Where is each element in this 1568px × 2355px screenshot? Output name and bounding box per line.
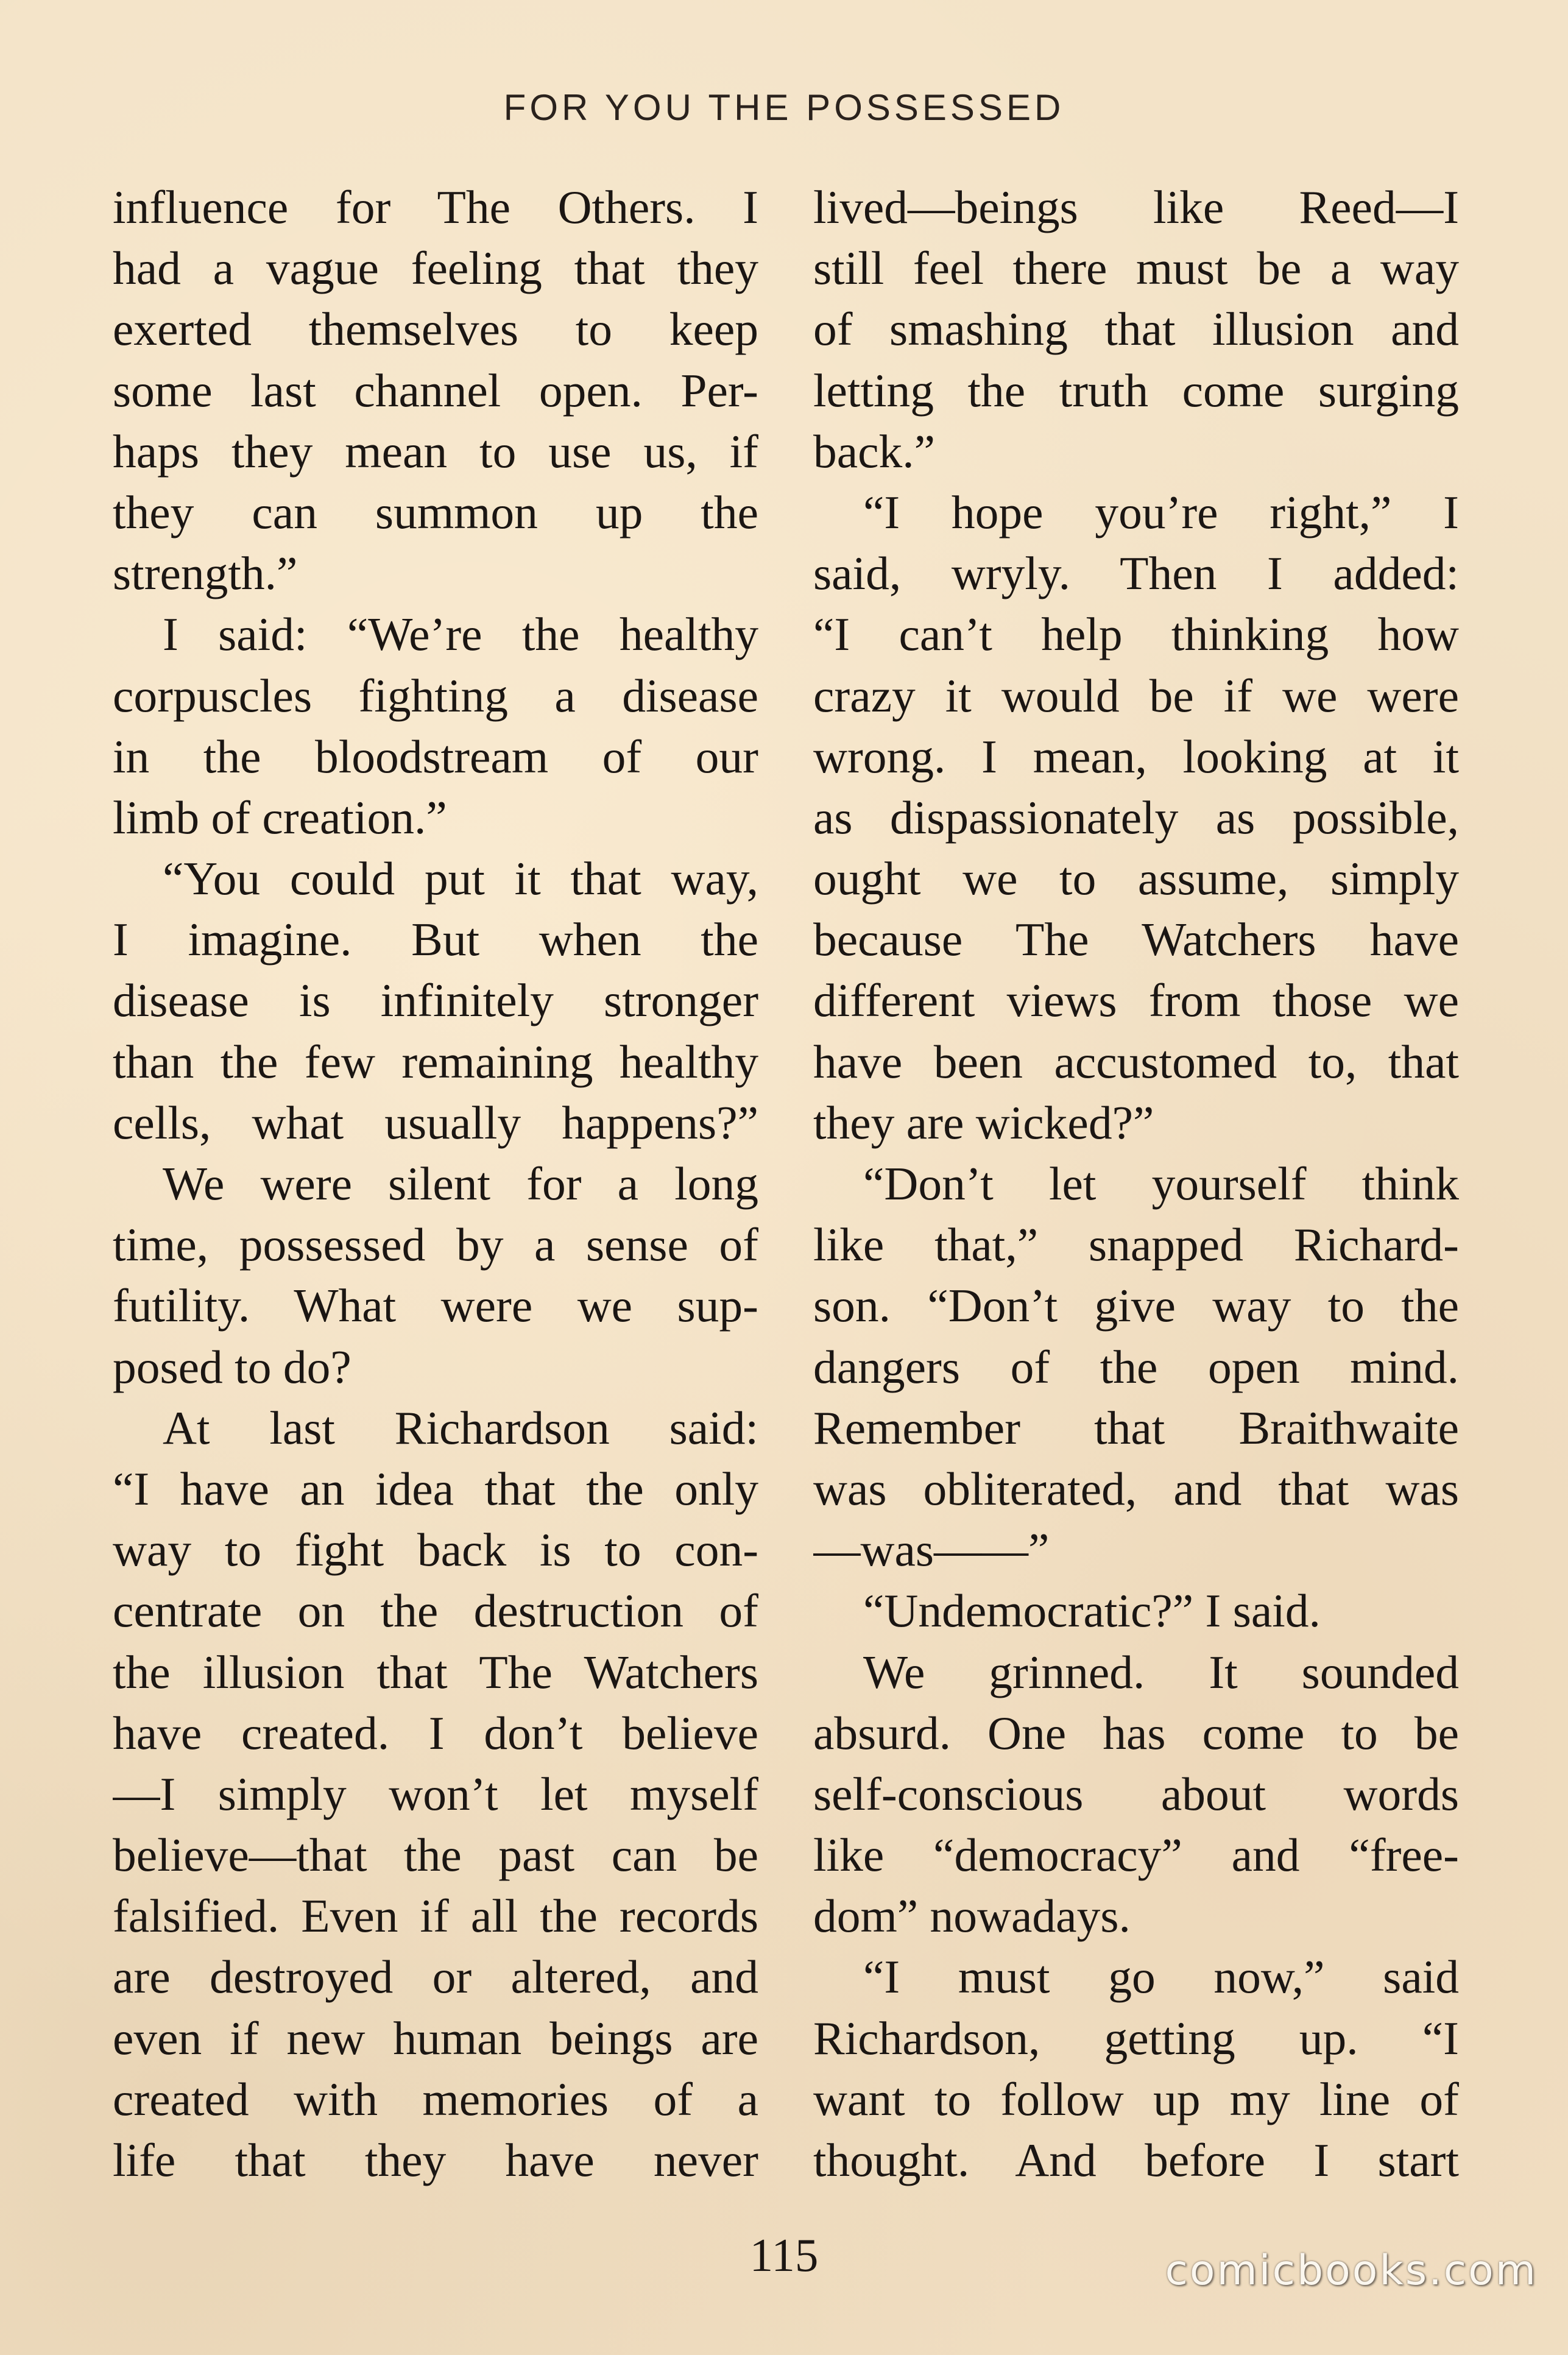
text-line: of smashing that illusion and	[813, 303, 1459, 356]
text-line: have created. I don’t believe	[113, 1706, 758, 1759]
text-line: “I must go now,” said	[863, 1951, 1459, 2004]
text-line: letting the truth come surging	[813, 364, 1459, 417]
text-line: absurd. One has come to be	[813, 1706, 1459, 1759]
text-line: ought we to assume, simply	[813, 852, 1459, 905]
text-line: because The Watchers have	[813, 913, 1459, 966]
text-line: centrate on the destruction of	[113, 1584, 758, 1637]
text-line: still feel there must be a way	[813, 242, 1459, 295]
text-line: “I can’t help thinking how	[813, 608, 1459, 661]
text-line: exerted themselves to keep	[113, 303, 758, 356]
text-line: like “democracy” and “free-	[813, 1829, 1459, 1882]
text-line: believe—that the past can be	[113, 1829, 758, 1882]
text-line: “I have an idea that the only	[113, 1462, 758, 1515]
right-column	[813, 177, 1459, 2191]
text-line: lived—beings like Reed—I	[813, 181, 1459, 233]
text-line: time, possessed by a sense of	[113, 1218, 758, 1271]
text-line: —was——”	[813, 1524, 1050, 1576]
text-line: Remember that Braithwaite	[813, 1401, 1459, 1454]
text-line: they are wicked?”	[813, 1096, 1154, 1149]
text-line: had a vague feeling that they	[113, 242, 758, 295]
text-line: like that,” snapped Richard-	[813, 1218, 1459, 1271]
text-line: —I simply won’t let myself	[113, 1767, 758, 1820]
text-line: the illusion that The Watchers	[113, 1645, 758, 1698]
text-line: limb of creation.”	[113, 791, 447, 844]
text-line: life that they have never	[113, 2134, 758, 2186]
text-line: was obliterated, and that was	[813, 1462, 1459, 1515]
text-line: in the bloodstream of our	[113, 730, 758, 783]
text-line: want to follow up my line of	[813, 2072, 1459, 2125]
watermark-logo: comicbooks.com	[1165, 2247, 1538, 2295]
text-line: than the few remaining healthy	[113, 1035, 758, 1088]
text-line: Richardson, getting up. “I	[813, 2011, 1459, 2064]
text-line: haps they mean to use us, if	[113, 425, 758, 478]
text-line: posed to do?	[113, 1340, 351, 1393]
running-head: FOR YOU THE POSSESSED	[503, 87, 1065, 128]
text-line: “Don’t let yourself think	[863, 1157, 1459, 1210]
text-line: influence for The Others. I	[113, 181, 758, 233]
text-line: “You could put it that way,	[163, 852, 758, 905]
text-line: as dispassionately as possible,	[813, 791, 1459, 844]
text-line: are destroyed or altered, and	[113, 1951, 758, 2004]
text-line: dangers of the open mind.	[813, 1340, 1459, 1393]
text-line: “I hope you’re right,” I	[863, 485, 1459, 538]
text-line: back.”	[813, 425, 936, 478]
text-line: created with memories of a	[113, 2072, 758, 2125]
text-line: son. “Don’t give way to the	[813, 1279, 1459, 1332]
text-line: falsified. Even if all the records	[113, 1890, 758, 1943]
text-line: I said: “We’re the healthy	[163, 608, 758, 661]
text-line: crazy it would be if we were	[813, 669, 1459, 722]
text-line: wrong. I mean, looking at it	[813, 730, 1459, 783]
text-line: different views from those we	[813, 974, 1459, 1027]
text-line: have been accustomed to, that	[813, 1035, 1459, 1088]
text-line: We were silent for a long	[163, 1157, 758, 1210]
text-line: strength.”	[113, 547, 298, 600]
text-line: self-conscious about words	[813, 1767, 1459, 1820]
text-line: disease is infinitely stronger	[113, 974, 758, 1027]
text-line: even if new human beings are	[113, 2011, 758, 2064]
text-line: We grinned. It sounded	[863, 1645, 1459, 1698]
text-line: they can summon up the	[113, 485, 758, 538]
text-line: I imagine. But when the	[113, 913, 758, 966]
text-line: corpuscles fighting a disease	[113, 669, 758, 722]
left-column	[113, 177, 758, 2191]
text-line: thought. And before I start	[813, 2134, 1459, 2186]
text-line: way to fight back is to con-	[113, 1524, 758, 1576]
text-line: cells, what usually happens?”	[113, 1096, 758, 1149]
text-line: “Undemocratic?” I said.	[863, 1584, 1321, 1637]
text-line: dom” nowadays.	[813, 1890, 1131, 1943]
text-line: some last channel open. Per-	[113, 364, 758, 417]
text-line: At last Richardson said:	[163, 1401, 758, 1454]
text-line: said, wryly. Then I added:	[813, 547, 1459, 600]
page-number: 115	[749, 2229, 819, 2281]
text-line: futility. What were we sup-	[113, 1279, 758, 1332]
